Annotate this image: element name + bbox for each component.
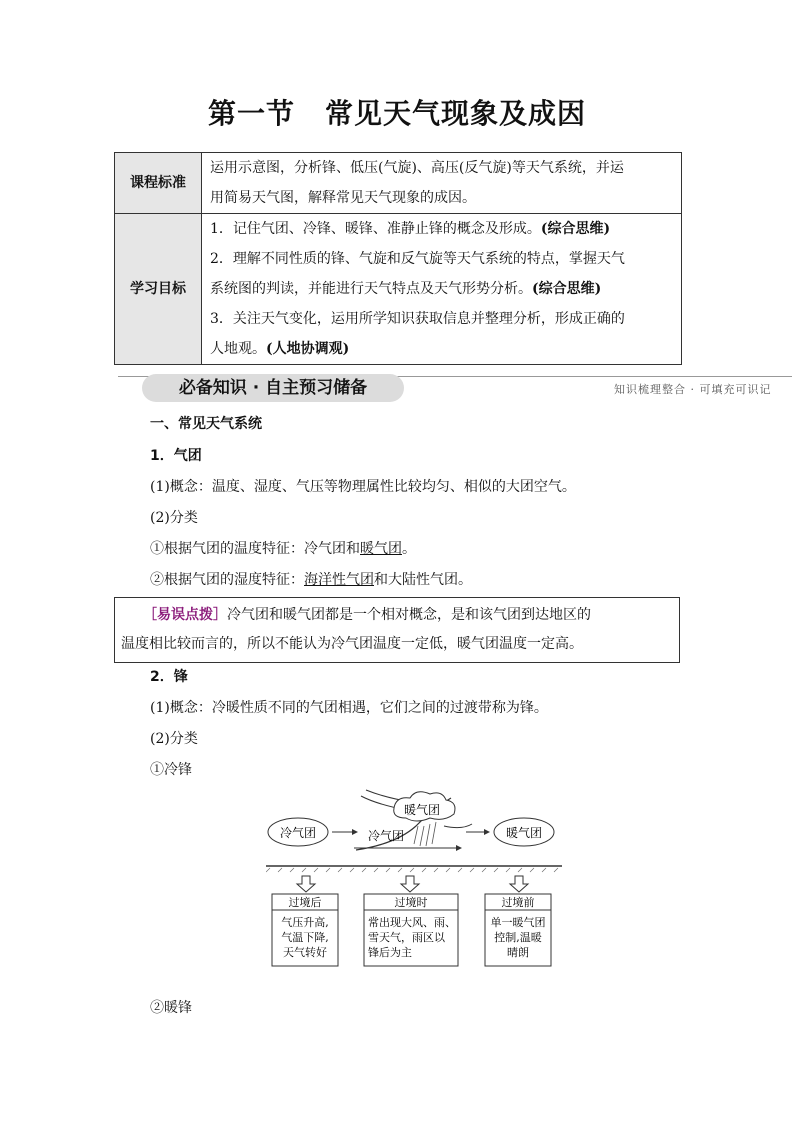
airmass-concept: (1)概念：温度、湿度、气压等物理属性比较均匀、相似的大团空气。 [150, 479, 576, 495]
cold-mass-label: 冷气团 [279, 826, 317, 840]
svg-text:晴朗: 晴朗 [507, 946, 529, 959]
warm-front-label: ②暖锋 [150, 1000, 192, 1016]
goal-2-line1: 2．理解不同性质的锋、气旋和反气旋等天气系统的特点，掌握天气 [210, 251, 625, 267]
down-arrow-during [401, 876, 419, 892]
svg-text:雪天气，雨区以: 雪天气，雨区以 [368, 931, 445, 944]
airmass-heading: 1．气团 [150, 448, 202, 464]
banner-note: 知识梳理整合 · 可填充可识记 [614, 383, 772, 396]
cloud-tail [444, 824, 472, 828]
svg-text:气温下降,: 气温下降, [281, 931, 329, 944]
box-during [364, 894, 458, 966]
airmass-temp: ①根据气团的温度特征：冷气团和暖气团。 [150, 541, 416, 557]
svg-text:常出现大风、雨、: 常出现大风、雨、 [368, 916, 456, 929]
svg-text:过境前: 过境前 [501, 896, 535, 909]
front-classify: (2)分类 [150, 731, 198, 747]
tip-box [114, 597, 680, 663]
ground-hatch [266, 868, 558, 872]
tip-line2: 温度相比较而言的，所以不能认为冷气团温度一定低，暖气团温度一定高。 [121, 636, 583, 652]
svg-text:过境时: 过境时 [394, 896, 428, 909]
cold-mass-label-2: 冷气团 [367, 829, 405, 843]
box-after [272, 894, 338, 966]
airmass-classify: (2)分类 [150, 510, 198, 526]
cold-front-diagram [266, 786, 566, 970]
warm-mass-top-label: 暖气团 [403, 803, 441, 817]
goals-header: 学习目标 [115, 214, 202, 365]
cold-front-label: ①冷锋 [150, 762, 192, 778]
svg-text:天气转好: 天气转好 [283, 946, 327, 959]
front-heading: 2．锋 [150, 669, 188, 685]
svg-text:单一暖气团: 单一暖气团 [490, 916, 546, 929]
goals-content [202, 214, 682, 365]
tip-tag: ［易误点拨］ [143, 607, 227, 623]
svg-text:控制,温暖: 控制,温暖 [494, 931, 542, 944]
svg-text:锋后为主: 锋后为主 [368, 946, 412, 959]
section-banner: 必备知识 · 自主预习储备 [142, 374, 404, 402]
rain-lines [414, 822, 436, 846]
airmass-humidity: ②根据气团的湿度特征：海洋性气团和大陆性气团。 [150, 572, 472, 588]
curriculum-table [114, 152, 682, 365]
goal-1: 1．记住气团、冷锋、暖锋、准静止锋的概念及形成。(综合思维) [210, 221, 611, 237]
standards-content: 运用示意图，分析锋、低压(气旋)、高压(反气旋)等天气系统，并运 用简易天气图，解释常见天气现象的成因。 [202, 153, 682, 214]
goal-3-line2: 人地观。(人地协调观) [210, 341, 350, 357]
cold-flow-head [456, 845, 462, 851]
box-before [485, 894, 551, 966]
page-title [0, 92, 794, 132]
down-arrow-after [297, 876, 315, 892]
title-section-number: 第一节 [207, 97, 295, 130]
tip-line1: ［易误点拨］冷气团和暖气团都是一个相对概念，是和该气团到达地区的 [143, 607, 591, 623]
goal-2-line2: 系统图的判读，并能进行天气特点及天气形势分析。(综合思维) [210, 281, 602, 297]
goals-row [115, 214, 682, 365]
section-heading: 一、常见天气系统 [150, 416, 262, 432]
goal-3-line1: 3．关注天气变化，运用所学知识获取信息并整理分析，形成正确的 [210, 311, 625, 327]
svg-text:过境后: 过境后 [288, 896, 322, 909]
svg-text:气压升高,: 气压升高, [281, 916, 329, 929]
standards-header: 课程标准 [115, 153, 202, 214]
warm-mass-right-label: 暖气团 [505, 826, 543, 840]
front-concept: (1)概念：冷暖性质不同的气团相遇，它们之间的过渡带称为锋。 [150, 700, 548, 716]
title-text: 常见天气现象及成因 [325, 97, 587, 130]
down-arrow-before [510, 876, 528, 892]
arrow-head [352, 829, 358, 835]
arrow-head-2 [484, 829, 490, 835]
standards-row [115, 153, 682, 214]
